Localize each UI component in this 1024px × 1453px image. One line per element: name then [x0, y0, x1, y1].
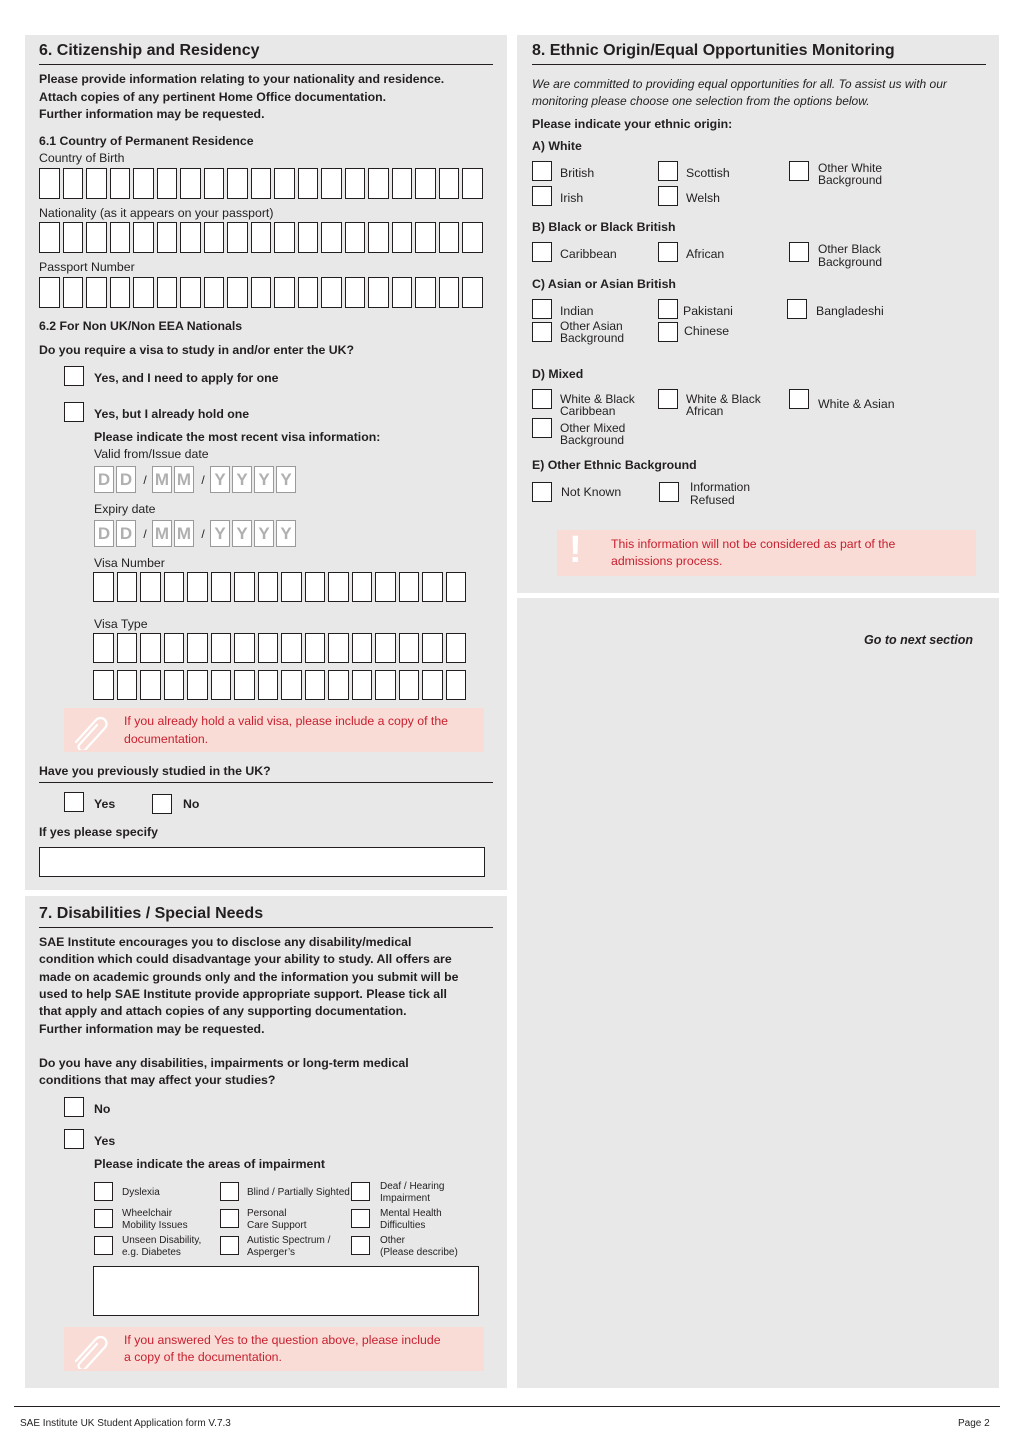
- other-asian-checkbox[interactable]: [532, 322, 552, 342]
- char-cell[interactable]: [352, 670, 373, 700]
- african-label: African: [686, 247, 725, 261]
- char-cell[interactable]: [328, 670, 349, 700]
- nationality-input[interactable]: [39, 222, 483, 253]
- char-cell[interactable]: [298, 222, 319, 253]
- char-cell[interactable]: [234, 670, 255, 700]
- char-cell[interactable]: [63, 168, 84, 199]
- chinese-label: Chinese: [684, 324, 730, 338]
- other-white-label-1: Other White: [818, 161, 883, 175]
- deaf-label-2: Impairment: [380, 1193, 431, 1204]
- section-6-intro-1: Please provide information relating to your nationality and residence.: [39, 72, 445, 86]
- char-cell[interactable]: [187, 572, 208, 602]
- other-asian-label-1: Other Asian: [560, 319, 623, 333]
- bangladeshi-checkbox[interactable]: [787, 299, 807, 319]
- section-8-intro-1: We are committed to providing equal opportunities for all. To assist us with our: [532, 77, 947, 91]
- char-cell[interactable]: [305, 670, 326, 700]
- char-cell[interactable]: [227, 168, 248, 199]
- visa-note-line-2: documentation.: [124, 732, 209, 746]
- visa-type-input-row-1[interactable]: [93, 633, 466, 663]
- char-cell[interactable]: [180, 222, 201, 253]
- irish-label: Irish: [560, 191, 584, 205]
- char-cell[interactable]: [439, 277, 460, 308]
- char-cell[interactable]: [368, 277, 389, 308]
- autistic-checkbox[interactable]: [220, 1236, 239, 1255]
- char-cell[interactable]: [164, 572, 185, 602]
- white-black-caribbean-label-1: White & Black: [560, 392, 635, 406]
- valid-from-label: Valid from/Issue date: [94, 447, 209, 461]
- section-6-intro-2: Attach copies of any pertinent Home Office documentation.: [39, 90, 387, 104]
- char-cell[interactable]: [86, 222, 107, 253]
- autistic-label-2: Asperger’s: [247, 1247, 295, 1258]
- char-cell[interactable]: [93, 633, 114, 663]
- scottish-label: Scottish: [686, 166, 730, 180]
- welsh-checkbox[interactable]: [658, 186, 678, 206]
- group-c-label: C) Asian or Asian British: [532, 277, 676, 291]
- char-cell[interactable]: [321, 222, 342, 253]
- divider: [39, 927, 493, 928]
- blind-label: Blind / Partially Sighted: [247, 1187, 350, 1198]
- visa-hold-label: Yes, but I already hold one: [94, 407, 250, 421]
- visa-apply-label: Yes, and I need to apply for one: [94, 371, 279, 385]
- char-cell[interactable]: [211, 633, 232, 663]
- section-6-intro-3: Further information may be requested.: [39, 107, 265, 121]
- african-checkbox[interactable]: [658, 242, 678, 262]
- pakistani-label: Pakistani: [683, 304, 733, 318]
- section-6-title: 6. Citizenship and Residency: [39, 42, 260, 59]
- visa-apply-checkbox[interactable]: [64, 366, 84, 386]
- section-7-title: 7. Disabilities / Special Needs: [39, 905, 264, 922]
- specify-input[interactable]: [39, 847, 485, 877]
- char-cell[interactable]: [298, 168, 319, 199]
- other-impairment-label-1: Other: [380, 1235, 406, 1246]
- char-cell[interactable]: [274, 277, 295, 308]
- char-cell[interactable]: [258, 633, 279, 663]
- char-cell[interactable]: [321, 168, 342, 199]
- char-cell[interactable]: [110, 277, 131, 308]
- group-b-label: B) Black or Black British: [532, 220, 676, 234]
- char-cell[interactable]: [258, 572, 279, 602]
- other-black-label-2: Background: [818, 255, 883, 269]
- other-black-checkbox[interactable]: [789, 242, 809, 262]
- char-cell[interactable]: [39, 277, 60, 308]
- footer-form-version: SAE Institute UK Student Application form V.7.3: [20, 1418, 231, 1429]
- visa-number-label: Visa Number: [94, 556, 165, 570]
- passport-number-label: Passport Number: [39, 260, 135, 274]
- char-cell[interactable]: [157, 222, 178, 253]
- other-mixed-label-1: Other Mixed: [560, 421, 626, 435]
- char-cell[interactable]: [187, 633, 208, 663]
- char-cell[interactable]: [164, 633, 185, 663]
- char-cell[interactable]: [140, 633, 161, 663]
- autistic-label-1: Autistic Spectrum /: [247, 1235, 331, 1246]
- char-cell[interactable]: [274, 168, 295, 199]
- char-cell[interactable]: [298, 277, 319, 308]
- char-cell[interactable]: [133, 168, 154, 199]
- group-d-label: D) Mixed: [532, 367, 584, 381]
- white-black-african-label-2: African: [686, 404, 724, 418]
- char-cell[interactable]: [39, 168, 60, 199]
- exclamation-icon: !: [569, 529, 582, 571]
- section-7-intro-1: SAE Institute encourages you to disclose any disability/medical: [39, 935, 412, 949]
- char-cell[interactable]: [462, 168, 483, 199]
- divider: [39, 782, 493, 783]
- bangladeshi-label: Bangladeshi: [816, 304, 884, 318]
- studied-uk-question: Have you previously studied in the UK?: [39, 764, 271, 778]
- char-cell[interactable]: [117, 670, 138, 700]
- disability-no-label: No: [94, 1102, 111, 1116]
- valid-from-date-input[interactable]: D D / M M / Y Y Y Y: [94, 466, 298, 493]
- group-e-label: E) Other Ethnic Background: [532, 458, 697, 472]
- char-cell[interactable]: [93, 572, 114, 602]
- disability-no-checkbox[interactable]: [64, 1097, 84, 1117]
- char-cell[interactable]: [415, 222, 436, 253]
- chinese-checkbox[interactable]: [658, 322, 678, 342]
- char-cell[interactable]: [211, 670, 232, 700]
- char-cell[interactable]: [399, 572, 420, 602]
- expiry-date-label: Expiry date: [94, 502, 156, 516]
- char-cell[interactable]: [392, 222, 413, 253]
- char-cell[interactable]: [234, 633, 255, 663]
- info-refused-label-2: Refused: [690, 493, 735, 507]
- char-cell[interactable]: [140, 572, 161, 602]
- visa-type-input-row-2[interactable]: [93, 670, 466, 700]
- char-cell[interactable]: [281, 670, 302, 700]
- disability-note-line-1: If you answered Yes to the question above, please include: [124, 1333, 441, 1347]
- char-cell[interactable]: [133, 222, 154, 253]
- char-cell[interactable]: [345, 168, 366, 199]
- disability-note-line-2: a copy of the documentation.: [124, 1350, 282, 1364]
- impairment-describe-input[interactable]: [93, 1266, 479, 1316]
- subsection-6-1-title: 6.1 Country of Permanent Residence: [39, 134, 254, 148]
- char-cell[interactable]: [439, 222, 460, 253]
- char-cell[interactable]: [63, 277, 84, 308]
- unseen-disability-checkbox[interactable]: [94, 1236, 113, 1255]
- personal-care-checkbox[interactable]: [220, 1209, 239, 1228]
- char-cell[interactable]: [234, 572, 255, 602]
- char-cell[interactable]: [117, 633, 138, 663]
- char-cell[interactable]: [375, 572, 396, 602]
- char-cell[interactable]: [352, 633, 373, 663]
- dyslexia-label: Dyslexia: [122, 1187, 160, 1198]
- divider: [39, 64, 493, 65]
- char-cell[interactable]: [227, 222, 248, 253]
- char-cell[interactable]: [345, 277, 366, 308]
- char-cell[interactable]: [180, 277, 201, 308]
- scottish-checkbox[interactable]: [658, 161, 678, 181]
- wheelchair-checkbox[interactable]: [94, 1209, 113, 1228]
- char-cell[interactable]: [251, 222, 272, 253]
- personal-care-label-2: Care Support: [247, 1220, 307, 1231]
- section-7-intro-2: condition which could disadvantage your ability to study. All offers are: [39, 952, 452, 966]
- char-cell[interactable]: [375, 670, 396, 700]
- char-cell[interactable]: [258, 670, 279, 700]
- ethnic-note: [557, 530, 976, 576]
- visa-note: [64, 708, 484, 752]
- footer-page-number: Page 2: [958, 1418, 990, 1429]
- footer-divider: [14, 1406, 1000, 1407]
- char-cell[interactable]: [164, 670, 185, 700]
- visa-question: Do you require a visa to study in and/or enter the UK?: [39, 343, 354, 357]
- char-cell[interactable]: [446, 670, 467, 700]
- british-label: British: [560, 166, 595, 180]
- char-cell[interactable]: [328, 633, 349, 663]
- char-cell[interactable]: [274, 222, 295, 253]
- char-cell[interactable]: [211, 572, 232, 602]
- info-refused-checkbox[interactable]: [659, 482, 679, 502]
- char-cell[interactable]: [110, 222, 131, 253]
- divider: [532, 64, 986, 65]
- char-cell[interactable]: [133, 277, 154, 308]
- char-cell[interactable]: [328, 572, 349, 602]
- other-mixed-label-2: Background: [560, 433, 625, 447]
- subsection-6-2-title: 6.2 For Non UK/Non EEA Nationals: [39, 319, 243, 333]
- unseen-disability-label-2: e.g. Diabetes: [122, 1247, 181, 1258]
- disability-question-2: conditions that may affect your studies?: [39, 1073, 276, 1087]
- section-8-intro-2: monitoring please choose one selection from the options below.: [532, 94, 870, 108]
- studied-no-checkbox[interactable]: [152, 794, 172, 814]
- not-known-checkbox[interactable]: [532, 482, 552, 502]
- char-cell[interactable]: [439, 168, 460, 199]
- disability-note: [64, 1327, 484, 1371]
- char-cell[interactable]: [446, 572, 467, 602]
- char-cell[interactable]: [281, 633, 302, 663]
- section-8-title: 8. Ethnic Origin/Equal Opportunities Monitoring: [532, 42, 895, 59]
- mental-health-label-1: Mental Health: [380, 1208, 442, 1219]
- other-white-label-2: Background: [818, 173, 883, 187]
- white-black-african-label-1: White & Black: [686, 392, 761, 406]
- not-known-label: Not Known: [561, 485, 622, 499]
- char-cell[interactable]: [375, 633, 396, 663]
- char-cell[interactable]: [93, 670, 114, 700]
- passport-number-input[interactable]: [39, 277, 483, 308]
- char-cell[interactable]: [157, 277, 178, 308]
- char-cell[interactable]: [462, 222, 483, 253]
- mental-health-checkbox[interactable]: [351, 1209, 370, 1228]
- white-asian-label: White & Asian: [818, 397, 895, 411]
- paperclip-icon: [68, 712, 110, 750]
- section-7-intro-6: Further information may be requested.: [39, 1022, 265, 1036]
- wheelchair-label-2: Mobility Issues: [122, 1220, 188, 1231]
- deaf-checkbox[interactable]: [351, 1182, 370, 1201]
- indian-label: Indian: [560, 304, 594, 318]
- char-cell[interactable]: [110, 168, 131, 199]
- personal-care-label-1: Personal: [247, 1208, 287, 1219]
- char-cell[interactable]: [204, 168, 225, 199]
- char-cell[interactable]: [392, 168, 413, 199]
- section-7-intro-3: made on academic grounds only and the information you submit will be: [39, 970, 459, 984]
- ethnic-origin-label: Please indicate your ethnic origin:: [532, 117, 733, 131]
- char-cell[interactable]: [352, 572, 373, 602]
- group-a-label: A) White: [532, 139, 582, 153]
- char-cell[interactable]: [368, 168, 389, 199]
- char-cell[interactable]: [321, 277, 342, 308]
- char-cell[interactable]: [157, 168, 178, 199]
- char-cell[interactable]: [63, 222, 84, 253]
- char-cell[interactable]: [392, 277, 413, 308]
- country-of-birth-label: Country of Birth: [39, 151, 125, 165]
- char-cell[interactable]: [187, 670, 208, 700]
- char-cell[interactable]: [86, 168, 107, 199]
- other-asian-label-2: Background: [560, 331, 625, 345]
- char-cell[interactable]: [415, 277, 436, 308]
- irish-checkbox[interactable]: [532, 186, 552, 206]
- section-7-intro-4: used to help SAE Institute provide appropriate support. Please tick all: [39, 987, 447, 1001]
- disability-yes-checkbox[interactable]: [64, 1129, 84, 1149]
- pakistani-checkbox[interactable]: [658, 299, 678, 319]
- char-cell[interactable]: [204, 222, 225, 253]
- char-cell[interactable]: [305, 572, 326, 602]
- nationality-label: Nationality (as it appears on your passport): [39, 206, 274, 220]
- char-cell[interactable]: [117, 572, 138, 602]
- char-cell[interactable]: [86, 277, 107, 308]
- disability-yes-label: Yes: [94, 1134, 116, 1148]
- other-impairment-label-2: (Please describe): [380, 1247, 458, 1258]
- char-cell[interactable]: [345, 222, 366, 253]
- welsh-label: Welsh: [686, 191, 720, 205]
- other-mixed-checkbox[interactable]: [532, 418, 552, 438]
- other-white-checkbox[interactable]: [789, 161, 809, 181]
- char-cell[interactable]: [422, 572, 443, 602]
- next-section-link[interactable]: Go to next section: [864, 633, 974, 647]
- char-cell[interactable]: [399, 670, 420, 700]
- other-impairment-checkbox[interactable]: [351, 1236, 370, 1255]
- expiry-date-input[interactable]: D D / M M / Y Y Y Y: [94, 520, 298, 547]
- other-black-label-1: Other Black: [818, 242, 881, 256]
- next-section-panel: [517, 598, 999, 1388]
- unseen-disability-label-1: Unseen Disability,: [122, 1235, 202, 1246]
- char-cell[interactable]: [251, 168, 272, 199]
- char-cell[interactable]: [180, 168, 201, 199]
- caribbean-label: Caribbean: [560, 247, 617, 261]
- char-cell[interactable]: [422, 670, 443, 700]
- char-cell[interactable]: [399, 633, 420, 663]
- mental-health-label-2: Difficulties: [380, 1220, 426, 1231]
- dyslexia-checkbox[interactable]: [94, 1182, 113, 1201]
- indian-checkbox[interactable]: [532, 299, 552, 319]
- char-cell[interactable]: [39, 222, 60, 253]
- studied-no-label: No: [183, 797, 200, 811]
- wheelchair-label-1: Wheelchair: [122, 1208, 173, 1219]
- char-cell[interactable]: [305, 633, 326, 663]
- visa-note-line-1: If you already hold a valid visa, please include a copy of the: [124, 714, 449, 728]
- visa-recent-info-label: Please indicate the most recent visa information:: [94, 430, 381, 444]
- specify-label: If yes please specify: [39, 825, 158, 839]
- blind-checkbox[interactable]: [220, 1182, 239, 1201]
- british-checkbox[interactable]: [532, 161, 552, 181]
- char-cell[interactable]: [140, 670, 161, 700]
- info-refused-label-1: Information: [690, 480, 751, 494]
- ethnic-note-line-2: admissions process.: [611, 554, 723, 568]
- char-cell[interactable]: [422, 633, 443, 663]
- char-cell[interactable]: [251, 277, 272, 308]
- impairment-areas-label: Please indicate the areas of impairment: [94, 1157, 325, 1171]
- visa-hold-checkbox[interactable]: [64, 402, 84, 422]
- visa-number-input[interactable]: [93, 572, 466, 602]
- white-asian-checkbox[interactable]: [789, 389, 809, 409]
- white-black-african-checkbox[interactable]: [658, 389, 678, 409]
- studied-yes-checkbox[interactable]: [64, 792, 84, 812]
- deaf-label-1: Deaf / Hearing: [380, 1181, 445, 1192]
- char-cell[interactable]: [204, 277, 225, 308]
- studied-yes-label: Yes: [94, 797, 116, 811]
- char-cell[interactable]: [368, 222, 389, 253]
- char-cell[interactable]: [281, 572, 302, 602]
- visa-type-label: Visa Type: [94, 617, 148, 631]
- char-cell[interactable]: [446, 633, 467, 663]
- disability-question-1: Do you have any disabilities, impairments or long-term medical: [39, 1056, 409, 1070]
- white-black-caribbean-checkbox[interactable]: [532, 389, 552, 409]
- char-cell[interactable]: [227, 277, 248, 308]
- char-cell[interactable]: [415, 168, 436, 199]
- caribbean-checkbox[interactable]: [532, 242, 552, 262]
- char-cell[interactable]: [462, 277, 483, 308]
- white-black-caribbean-label-2: Caribbean: [560, 404, 616, 418]
- ethnic-note-line-1: This information will not be considered as part of the: [611, 537, 896, 551]
- country-of-birth-input[interactable]: [39, 168, 483, 199]
- paperclip-icon: [68, 1331, 110, 1369]
- section-7-intro-5: that apply and attach copies of any supporting documentation.: [39, 1004, 407, 1018]
